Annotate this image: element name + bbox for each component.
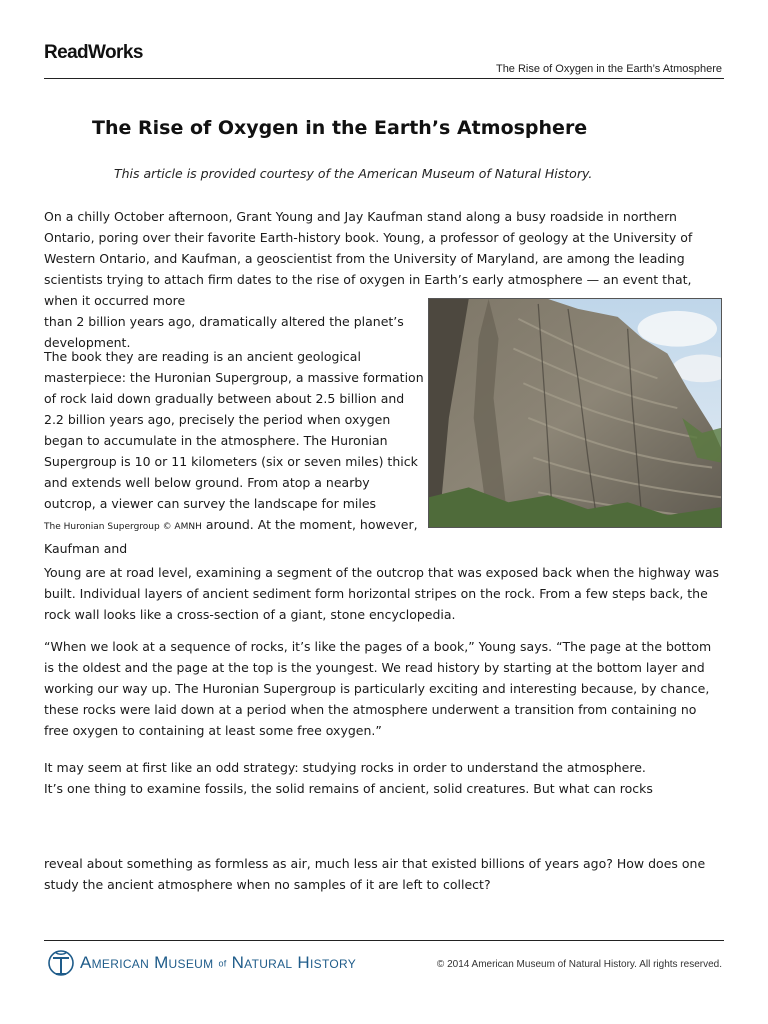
paragraph-2-after-caption: around. At the moment, however, Kaufman and	[44, 517, 418, 556]
paragraph-2	[44, 346, 424, 559]
amnh-name-connector: of	[218, 958, 227, 969]
paragraph-2-continued: Young are at road level, examining a segment of the outcrop that was exposed back when the highway was built. Individual layers of ancient sediment form horizontal stripes on the rock. From a few steps back, the rock wall looks like a cross-section of a giant, stone encyclopedia.	[44, 565, 720, 622]
rock-outcrop-photo	[428, 298, 722, 528]
paragraph-4-line-2: It’s one thing to examine fossils, the solid remains of ancient, solid creatures. But what can rocks	[44, 781, 653, 796]
paragraph-5: reveal about something as formless as air, much less air that existed billions of years ago? How does one study the ancient atmosphere when no samples of it are left to collect?	[44, 856, 706, 892]
image-caption: The Huronian Supergroup © AMNH	[44, 522, 202, 532]
article-title: The Rise of Oxygen in the Earth’s Atmosphere	[92, 117, 588, 139]
footer-rule	[44, 940, 724, 941]
paragraph-1-wrap: than 2 billion years ago, dramatically altered the planet’s development.	[44, 314, 404, 350]
amnh-name-part-2: Natural History	[231, 953, 357, 972]
paragraph-1-lead: On a chilly October afternoon, Grant Young and Jay Kaufman stand along a busy roadside in northern Ontario, poring over their favorite Earth-history book. Young, a professor of geology at the University of Western Ontario, and Kaufman, a geoscientist from the University of Maryland, are among the leading scientists trying to attach firm dates to the rise of oxygen in Earth’s early atmosphere — an event that, when it occurred more	[44, 209, 693, 308]
paragraph-3: “When we look at a sequence of rocks, it’s like the pages of a book,” Young says. “The page at the bottom is the oldest and the page at the top is the youngest. We read history by starting at the bottom layer and working our way up. The Huronian Supergroup is particularly exciting and interesting because, by chance, these rocks were laid down at a period when the atmosphere underwent a transition from containing no free oxygen to containing at least some free oxygen.”	[44, 639, 712, 738]
article-courtesy-note: This article is provided courtesy of the American Museum of Natural History.	[114, 166, 593, 181]
header-rule	[44, 78, 724, 79]
paragraph-2-text: The book they are reading is an ancient geological masterpiece: the Huronian Supergroup, a massive formation of rock laid down gradually between about 2.5 billion and 2.2 billion years ago, precisely the period when oxygen began to accumulate in the atmosphere. The Huronian Supergroup is 10 or 11 kilometers (six or seven miles) thick and extends well below ground. From atop a nearby outcrop, a viewer can survey the landscape for miles	[44, 349, 424, 511]
copyright-notice: © 2014 American Museum of Natural History. All rights reserved.	[436, 959, 722, 970]
paragraph-4	[44, 757, 724, 799]
header-running-title: The Rise of Oxygen in the Earth’s Atmosphere	[495, 63, 722, 75]
amnh-logo-icon	[46, 946, 76, 980]
amnh-name	[80, 953, 356, 973]
paragraph-4-line-1: It may seem at first like an odd strategy: studying rocks in order to understand the atmosphere.	[44, 760, 646, 775]
amnh-name-part-1: American Museum	[80, 953, 214, 972]
readworks-logo: ReadWorks	[44, 42, 143, 63]
